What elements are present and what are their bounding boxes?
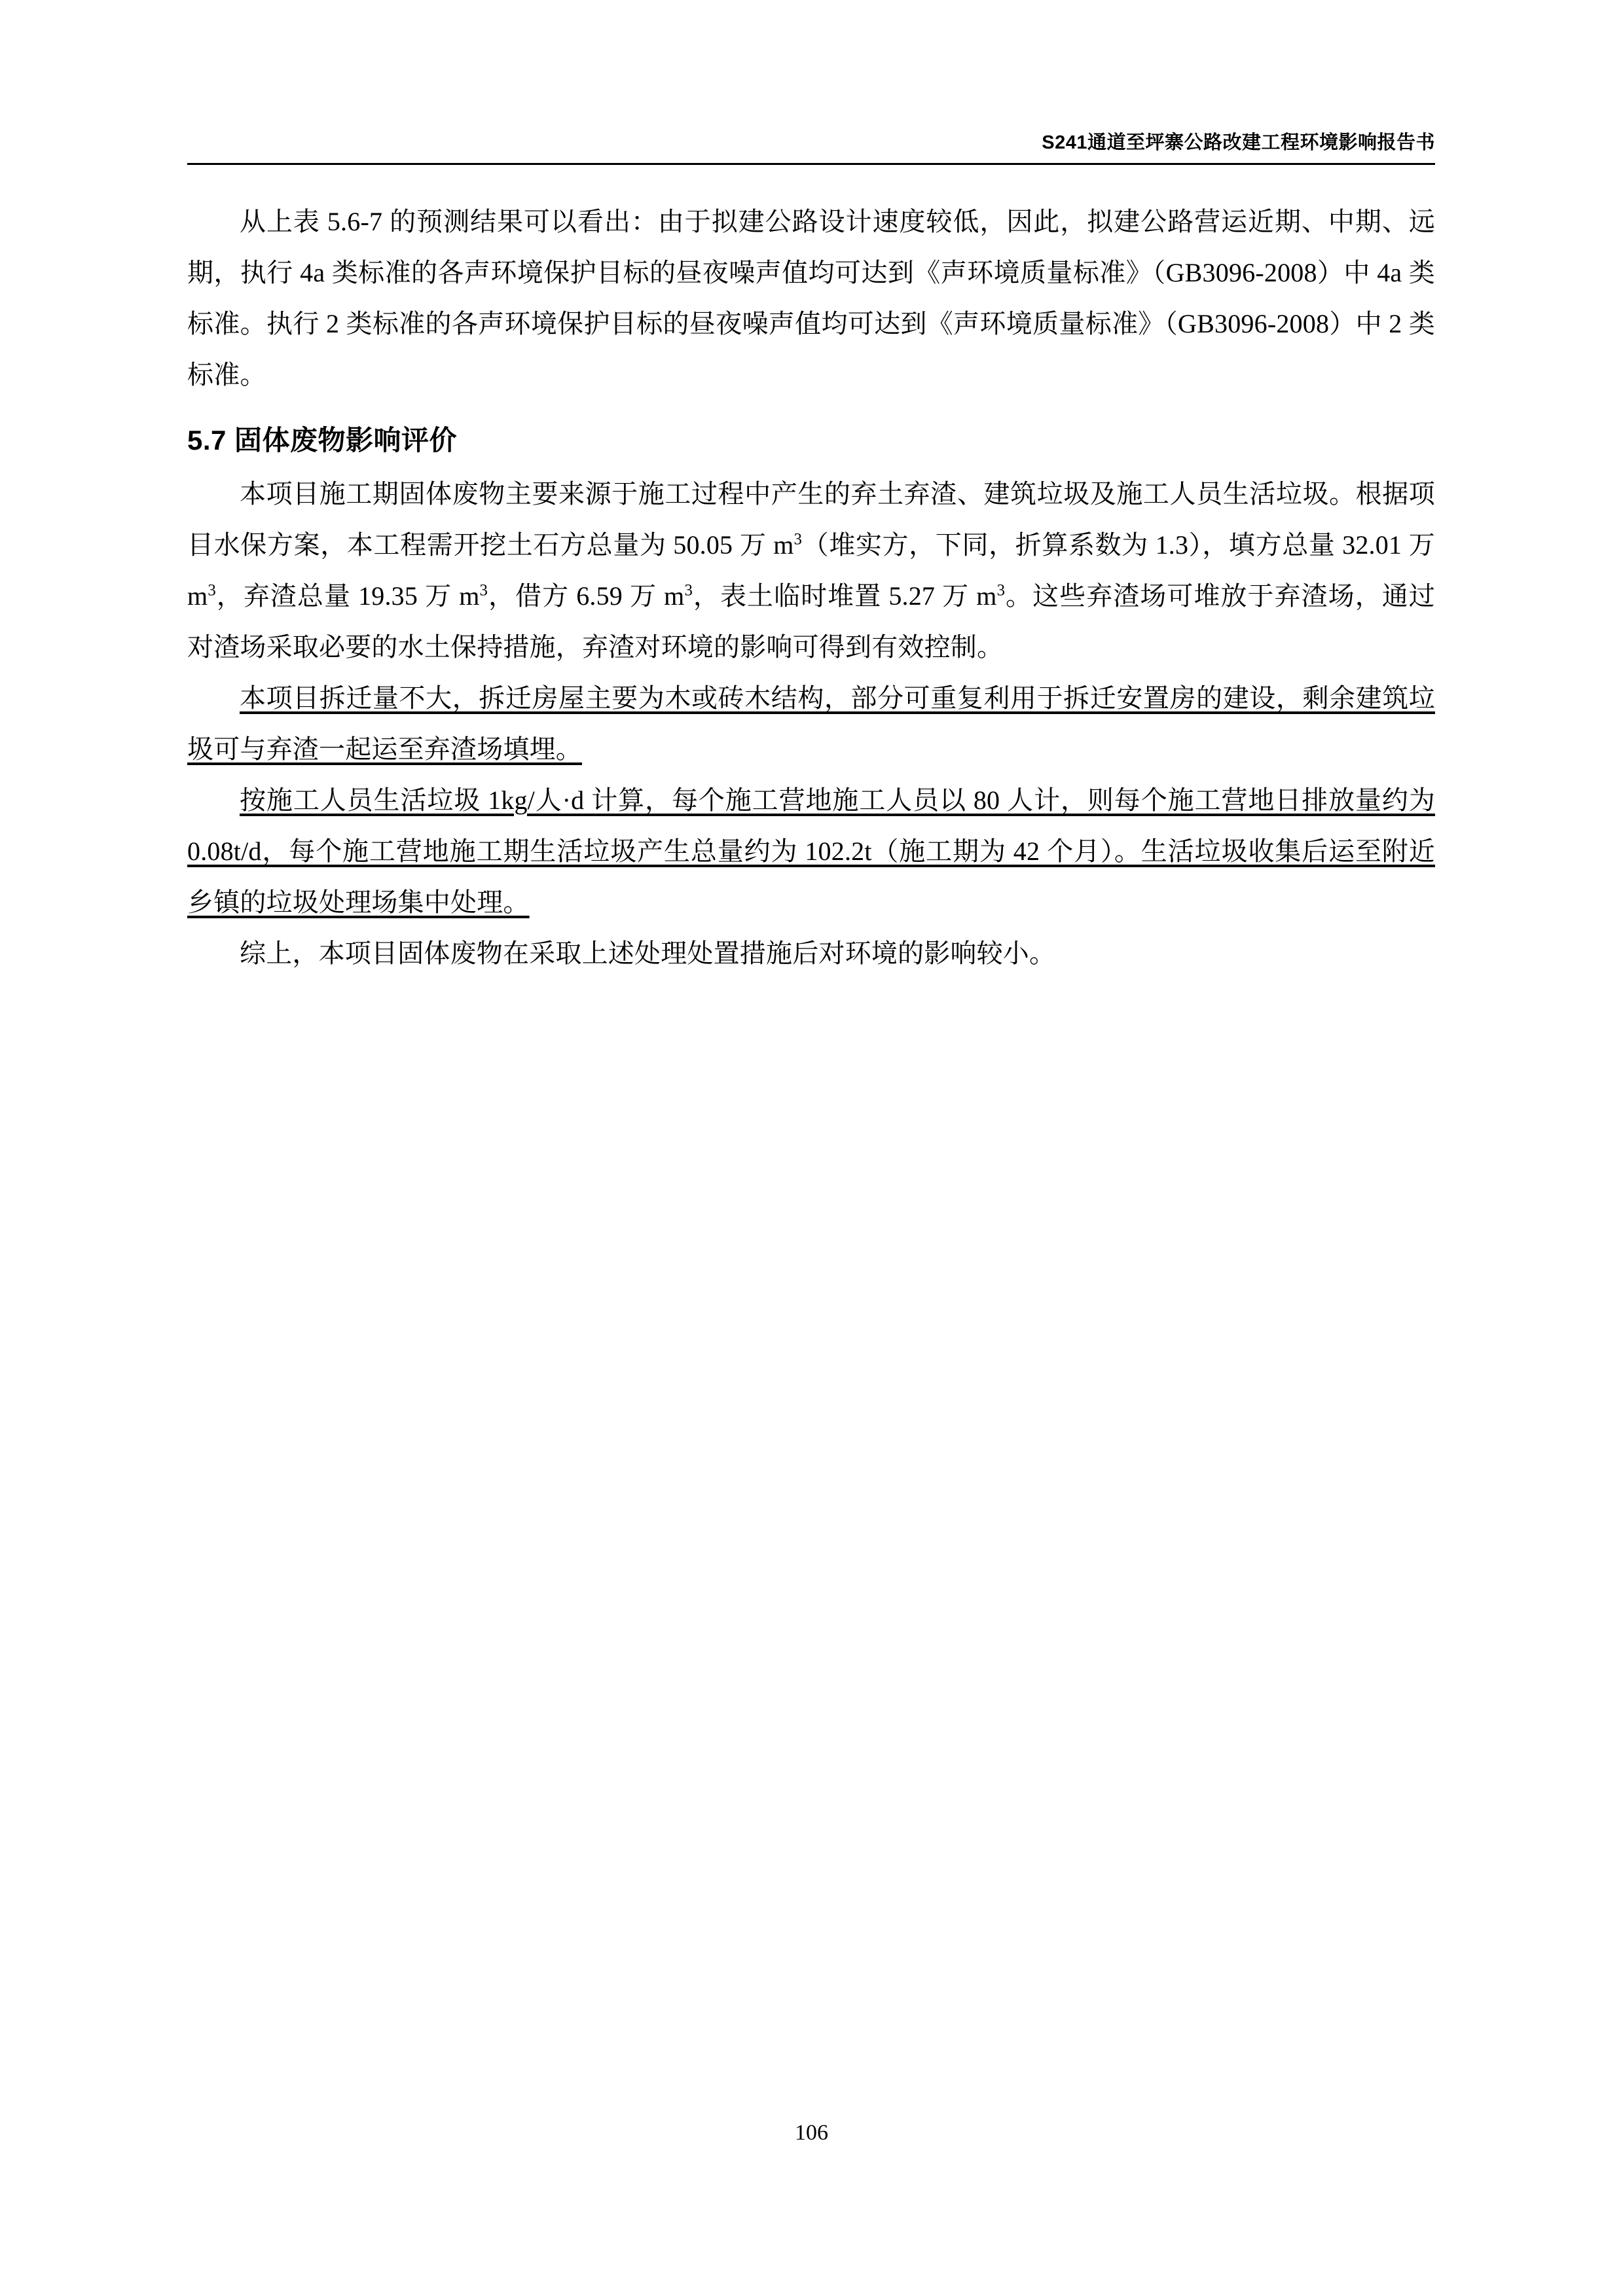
para2-text-1: 本项目施工期固体废物主要来源于施工过程中产生的弃土弃渣、建筑垃圾及施工人员生活垃圾。根据项目水保方案，本工程需开挖土石方总量为 50.05 万 m <box>187 479 1435 560</box>
para2-text-4: ，借方 6.59 万 m <box>488 581 685 611</box>
para2-text-6: 。这些弃渣场可堆放于弃渣场，通过对渣场采取必要的水土保持措施，弃渣对环境的影响可得到有效控制。 <box>187 581 1435 662</box>
section-heading-5-7: 5.7 固体废物影响评价 <box>187 425 458 456</box>
paragraph-demolition: 本项目拆迁量不大，拆迁房屋主要为木或砖木结构，部分可重复利用于拆迁安置房的建设，剩余建筑垃圾可与弃渣一起运至弃渣场填埋。 <box>187 683 1435 764</box>
para2-text-5: ，表土临时堆置 5.27 万 m <box>693 581 997 611</box>
para2-sup-3: 3 <box>479 581 488 600</box>
paragraph-noise-conclusion: 从上表 5.6-7 的预测结果可以看出：由于拟建公路设计速度较低，因此，拟建公路营运近期、中期、远期，执行 4a 类标准的各声环境保护目标的昼夜噪声值均可达到《声环境质量标准》（GB3096-2008）中 4a 类标准。执行 2 类标准的各声环境保护目标的昼夜噪声值均可达到《声环境质量标准》（GB3096-2008）中 2 类标准。 <box>187 207 1435 389</box>
para2-sup-4: 3 <box>684 581 693 600</box>
para2-sup-1: 3 <box>793 530 803 548</box>
page-number: 106 <box>795 2121 828 2145</box>
paragraph-summary: 综上，本项目固体废物在采取上述处理处置措施后对环境的影响较小。 <box>240 939 1056 968</box>
para2-text-3: ，弃渣总量 19.35 万 m <box>215 581 480 611</box>
para2-sup-2: 3 <box>208 581 216 600</box>
para2-text-2: （堆实方，下同，折算系数为 1.3），填方总量 32.01 万 m <box>187 530 1436 611</box>
page-header-title: S241通道至坪寨公路改建工程环境影响报告书 <box>1042 132 1435 153</box>
document-body <box>187 196 1435 979</box>
paragraph-domestic-waste: 按施工人员生活垃圾 1kg/人·d 计算，每个施工营地施工人员以 80 人计，则每个施工营地日排放量约为 0.08t/d，每个施工营地施工期生活垃圾产生总量约为 102.2t（施工期为 42 个月）。生活垃圾收集后运至附近乡镇的垃圾处理场集中处理。 <box>187 785 1435 917</box>
para2-sup-5: 3 <box>996 581 1006 600</box>
header-divider <box>187 163 1435 165</box>
paragraph-solid-waste-sources <box>187 469 1435 673</box>
